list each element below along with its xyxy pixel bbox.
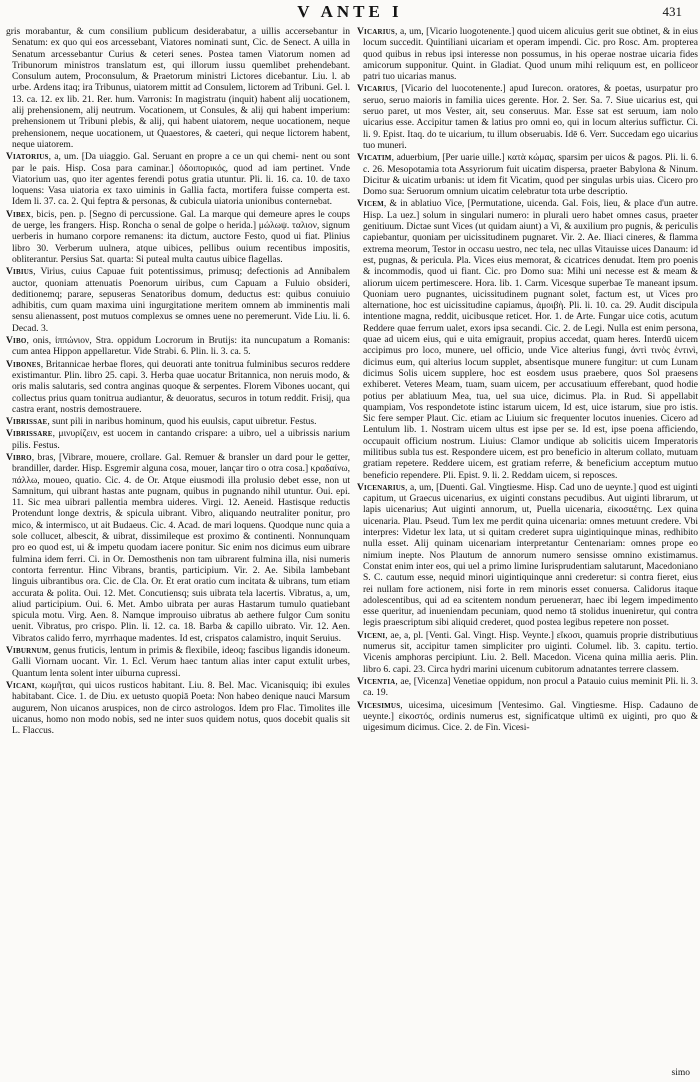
entry-text: , bicis, pen. p. [Segno di percussione. Gal. La marque qui demeure apres le coups de uerge, les frangers. Hisp. Roncha o senal de golpe o herida.] μώλωψ. ταλιον, signum uerberis in humano corpore remanens: ita dictum, auctore Festo, quod ui fiat. Plinius libro 30. Verberum uulnera, atque uibices, pellibus ouium recentibus impositis, obliterantur. Persius Sat. quarta: Si puteal multa cautus uibice flagellas. (12, 209, 350, 265)
entry-headword: Vicatim (357, 153, 392, 164)
entry-text: , sunt pili in naribus hominum, quod his euulsis, caput uibretur. Festus. (47, 417, 317, 428)
entry-text: , Virius, cuius Capuae fuit potentissimus, primusq; defectionis ad Annibalem auctor, quoniam attenuatis Poenorum uiribus, cum Capuam a Fuluio obsideri, deditionemq; parare, sepuseras Senatoribus domum, deductus est: quibus conuiuio adhibitis, cum quam maxima uini ingurgitatione meritem omnem ab imminentis mali sensu alienassent, post mutuos complexus se omnes uene no peremerunt. Vide Liu. li. 6. Decad. 3. (12, 267, 350, 334)
dictionary-entry (6, 360, 350, 416)
entry-text: , μινυρίζειν, est uocem in cantando crispare: a uibro, uel a uibrissis narium pilis. Festus. (12, 429, 350, 451)
entry-text: , onis, ἱππώνιον, Stra. oppidum Locrorum in Brutijs: ita nuncupatum a Romanis: cum antea Hippon appellaretur. Vide Strabi. 6. Plin. li. 3. ca. 5. (12, 336, 350, 358)
catchword: simo (671, 1068, 690, 1078)
right-column (357, 27, 698, 1072)
page-header (0, 2, 700, 26)
entry-headword: Viatorius (6, 152, 49, 163)
dictionary-entry (357, 701, 698, 735)
dictionary-entry (357, 199, 698, 481)
entry-text: , a, um. [Da uiaggio. Gal. Seruant en propre a ce un qui chemi- nent ou sont par le pais. Hisp. Cosa para caminar.] ὁδοιπορικός, quod ad iam pertinet. Vnde Viatorium uas, quo iter agentes ferendi potus gratia utuntur. Pli. li. 16. ca. 10. de taxo loquens: Vasa uiatoria ex taxo uiminis in Gallia facta, mortifera fuisse comperta est. Idem li. 37. ca. 2. Qui feptra & personas, & cubicula uiatoria unionibus conternebat. (12, 152, 350, 208)
dictionary-entry (357, 27, 698, 83)
dictionary-entry (6, 681, 350, 737)
entry-text: , uicesima, uicesimum [Ventesimo. Gal. Vingtiesme. Hisp. Cadauno de ueynte.] εἰκοστός, ordinis numerus est, significatque ultimū ex uiginti, pro quo & uigesimum dicimus. Cice. 2. de Fin. Vicesi- (363, 700, 698, 734)
entry-headword: Viceni (357, 630, 386, 641)
entry-headword: Vibius (6, 267, 34, 278)
entry-headword: Vibrissare (6, 429, 53, 440)
entry-headword: Vibro (6, 452, 32, 463)
entry-headword: Vibo (6, 336, 27, 347)
entry-text: , a, um, [Duenti. Gal. Vingtiesme. Hisp. Cad uno de ueynte.] quod est uiginti capitum, ut Graecus uicenarius, ex uiginti constans pecudibus. Aut uiginti librarum, ut lapis uicenarius; Aut uiginti annorum, ut, Puella uicenaria, εἰκοσαέτης. Lex quina uicenaria. Plau. Pseud. Tum lex me perdit quina uicenaria: omnes metuunt credere. Vbi interpres: Videtur lex lata, ut si quitam crederet supra uigintiquinque minas, redhibito nulla esset. Alij quinam uicenariam interpretantur Centenariam: omnes prope eo nimium inepte. Nos Plautum de annorum numero sensisse omnino existimamus. Constat enim inter eos, qui uel a primo limine Iurisprudentiam salutarunt, Macedoniano S. C. cautum esse, nequid minori uigintiquinque anni crederetur: si contra fieret, eius rei nullam fore actionem, nisi forte in rem minoris esset conuersa. Calidorus itaque adolescentibus, qui ad ea scitentem nondum perueneraт, haec ibi legem impedimento esse queritur, ad inueniendam pecuniam, quod nemo tā stolidus inueniretur, qui contra legis praescriptum sibi aliquid crederet, quod postea legibus repetere non posset. (363, 482, 698, 629)
entry-headword: Vicentia (357, 676, 396, 687)
entry-headword: Vibrissae (6, 417, 48, 428)
dictionary-entry (6, 152, 350, 208)
dictionary-entry (6, 210, 350, 266)
entry-text: , aduerbium, [Per uarie uille.] κατὰ κώμας, sparsim per uicos & pagos. Pli. li. 6. c. 26. Mesopotamia tota Assyriorum fuit uicatim dispersa, praeter Babylona & Ninum. Dicitur & uicatim urbanis: ut idem fit Vicatim, quod per singulas urbis uias. Cicero pro Domo sua: Seruorum omnium uicatim celebratur tota urbe descriptio. (363, 153, 698, 198)
entry-text: , & in ablatiuo Vice, [Permutatione, uicenda. Gal. Fois, lieu, & place d'un autre. Hisp. La uez.] solum in singulari numero: in plurali uero habet omnes casus, praeter genitiuum. Dictae sunt Vices (ut quidam aiunt) a Vi, & auxilium pro pugnis, & periculis capiebantur, quoniam per uicissitudinem pugnaret. Vir. 2. Ae. Iliaci cineres, & flamma extrema meorum, Testor in occasu uestro, nec tela, nec ullas Vitauisse uices Danaum: id est, pugnas, & pericula. Pla. Vices eius memorat, & cicatrices denudat. Item pro poenis & incommodis, quod ui fiant. Cic. pro Domo sua: Mihi uni necesse est & meam & aliorum uicem pertimescere. Hora. lib. 1. Carm. Vicesque superbae Te maneant ipsum. Quoniam uero pugnantes, uicissitudinem pugnant solet, factum est, ut Vices pro alternatione, hoc est uicissitudine capiamus, ἀμοιβὴ. Pli. li. 10. ca. 29. Audit discipula intentione magna, reddit, uicibusque reticet. Hor. 1. de Arte. Fungar uice cotis, acutum Reddere quae ferrum ualet, exors ipsa secandi. Cic. 2. de Legi. Nulla est enim persona, quae ad uicem eius, qui e uita emigrauit, propius accedat, quam heres. Interdū uicem accipimus pro loco, munere, uel officio, unde Vice alterius fungi, ἀντὶ τινὸς ἐντινὶ, dicimus eum, qui alterius locum supplet, absentisque munere fungitur: ut cum Lunam dicimus Solis uicem supplere, hoc est eosdem usus praebere, quos Sol praesens exhiberet. Veteres Meam, tuam, suam uicem, per accusatiuum efferebant, quod hodie potius per ablatiuum Mea, tua, uel sua uice, dicimus. Pla. in Rud. Si appellabit quampiam, Vos respondetote istinc istarum uicem, Id est, uice istarum, siue pro istis. Sic fere semper Plaut. Cic. etiam ac Liuium sic frequenter locutos inuenies. Cicero ad Lentulum lib. 1. Nostram uicem ultus est ipse per se. Id est, ipse poena afficiendo, occupauit officium nostrum. Liuius: Clamor undique ab solicitis uicem Imperatoris militibus subla tus est. Respondere uicem, est pro beneficio in alterum collato, mutuam gratiam repetere. Reddere uicem, est gratiam referre, & beneficium acceptum mutuo beneficio rependere. Pli. Epist. 9. li. 2. Reddam uicem, si reposces. (363, 199, 698, 481)
dictionary-entry (6, 429, 350, 452)
left-column (6, 27, 350, 1072)
entry-headword: Vibex (6, 209, 31, 220)
entry-text: , ae, [Vicenza] Venetiae oppidum, non procul a Patauio cuius meminit Pli. li. 3. ca. 19. (363, 676, 698, 699)
entry-headword: Vicesimus (357, 700, 401, 711)
dictionary-entry (6, 417, 350, 428)
entry-headword: Vicarius (357, 84, 396, 95)
entry-headword: Vicenarius (357, 482, 406, 493)
dictionary-entry (6, 267, 350, 335)
entry-text: , ae, a, pl. [Venti. Gal. Vingt. Hisp. Veynte.] εἴκοσι, quamuis proprie distributiuus numerus sit, accipitur tamen simpliciter pro uiginti. Columel. lib. 3. capitu. tertio. Vicenis amphoras percipiunt. Liu. 2. Bell. Macedon. Vicena quina millia aeris. Plin. libro 6. capi. 23. Circa hydri marini uicenum cubitorum adnatantes terrere classem. (363, 630, 698, 675)
dictionary-entry (6, 646, 350, 680)
page-number: 431 (662, 4, 682, 19)
entry-text: , Britannicae herbae flores, qui deuorati ante tonitrua fulminibus securos reddere existimantur. Plin. libro 25. capi. 3. Herba quae uocatur Britannica, non neruis modo, & oris malis salutaris, sed contra anginas quoque & serpentes. Florem Vibones uocant, qui collectus prius quam tonitrua audiantur, & deuoratus, securos in totum reddit. Frisij, qua castra erant, nostris demostrauere. (12, 359, 350, 415)
dictionary-entry (357, 631, 698, 676)
entry-headword: Viburnum (6, 646, 49, 657)
entry-headword: Vicani (6, 680, 35, 691)
entry-text: , genus fruticis, lentum in primis & flexibile, ideoq; fascibus ligandis idoneum. Galli Viornam uocant. Vir. 1. Ecl. Verum haec tantum alias inter caput extulit urbes, Quantum lenta solent inter uiburna cupressi. (12, 646, 350, 679)
entry-headword: Vicarius (357, 27, 396, 37)
running-head: V ANTE I (297, 2, 403, 21)
entry-headword: Vicem (357, 199, 384, 210)
entry-text: , κωμῆται, qui uicos rusticos habitant. Liu. 8. Bel. Mac. Vicanisquiq; ibi exules habitabant. Cice. 1. de Diu. ex uetusto quopiā Poeta: Non habeo denique nauci Marsum augurem, Non uicanos aruspices, non de circo astrologos. Idem pro Flac. Timolites ille uicanus, homo non modo nobis, sed ne inter suos quidem notus, quos docebit qualis sit L. Flaccus. (12, 680, 350, 737)
dictionary-entry (357, 483, 698, 630)
entry-text: , a, um, [Vicario luogotenente.] quod uicem alicuius gerit sue obtinet, & in eius locum succedit. Quintiliani uicariam et operam impendi. Cic. pro Rosc. Am. propterea quod quibus in rebus ipsi interesse non possumus, in his operae nostrae uicaria fides amicorum supponitur. Quint. in Gladiat. Quod unum mihi reliquum est, en polliceor patri tuo uicarias manus. (363, 27, 698, 83)
dictionary-entry (357, 677, 698, 700)
dictionary-entry (6, 336, 350, 359)
dictionary-entry (6, 27, 350, 151)
dictionary-entry (6, 453, 350, 645)
entry-text: , bras, [Vibrare, mouere, crollare. Gal. Remuer & bransler un dard pour le getter, brandiller, darder. Hisp. Esgremir alguna cosa, mouer, lançar tiro o otra cosa.] κραδαίνω, πάλλω, moueo, quatio. Cic. 4. de Or. Atque eiusmodi illa prolusio debet esse, non ut Samnitum, qui uibrant hastas ante pugnam, quibus in pugnando nihil utuntur. Oui. epi. 11. Sic mea uibrari pallentia membra uideres. Virgi. 12. Aeneid. Hastisque reductis Protendunt longe dextris, & spicula uibrant. Vibro, aliquando neutraliter ponitur, pro mico, & intermisco, ut ait Budaeus. Cic. 4. Acad. de mari loquens. Quodque nunc quia a sole collucet, albescit, & uibrat, dissimileque est proximo & continenti. Nonnunquam pro eo quod est, ui & impetu quodam iacere ponitur. Sic enim nos dicimus eum uibrare fulmina idem ferri. Ci. in Or. Demosthenis non tam uibrarent fulmina illa, nisi numeris contorta ferrentur. Hinc Vibrans, brantis, participium. Vir. 2. Ae. Sibila lambebant linguis uibrantibus ora. Cic. de Cla. Or. Et erat oratio cum incitata & uibrans, tum etiam accurata & polita. Oui. 12. Met. Concutiensq; suis uibrata tela lacertis. Vibratus, a, um, aliud participium. Oui. 6. Met. Ambo uibrata per auras Hastarum tumulo quatiebant spicula motu. Virg. Aen. 8. Namque improuiso uibratus ab aethere fulgor Cum sonitu uenit. Vibratus, pro crispo. Plin. li. 12. ca. 18. Barba & capillo uibrato. Vir. 12. Aen. Vibratos calido ferro, myrrhaque madentes. Id est, crispatos calamistro, inquit Seruius. (12, 452, 350, 644)
entry-text: gris morabantur, & cum consilium publicum desiderabatur, a uillis accersebantur in Senatum: ex quo qui eos arcessebant, Viatores nominati sunt, Cic. de Senect. A uilla in Senatum arcessebantur Curius & ceteri senes. Postea tamen Viatorum nomen ad Tribunorum ministros translatum est, qui illorum iussu quemlibet prehendebant. Consulum autem, Proconsulum, & Praetorum ministri Lictores dicebantur. Liu. l. ab urbe. Ardens itaq; ira Tribunus, uiatorem mittit ad Consulem, lictorem ad Tribuni. Gel. l. 13. ca. 12. ex lib. 21. Rer. hum. Varronis: In magistratu (inquit) habent alij uocationem, alij prehensionem, alij neutrum. Vocationem, ut Consules, & alij qui habent imperium: prehensionem ut Tribuni plebis, & alij, qui habent uiatorem, neque uocationem, neque prehensionem, neque uocationem, ut Quaestores, & caeteri, qui neque lictorem habent, neque uiatorem. (6, 27, 350, 150)
dictionary-entry (357, 84, 698, 152)
dictionary-entry (357, 153, 698, 198)
entry-headword: Vibones (6, 359, 41, 370)
entry-text: , [Vicario del luocotenente.] apud Iurecon. oratores, & poetas, usurpatur pro seruo, seruo maioris in familia uices gerente. Hor. 2. Ser. Sa. 7. Siue uicarius est, qui seruo paret, ut mos Vester, ait, seu conseruus. Mar. Esse sat est seruum, iam nolo uicarius esse. Accipitur tamen & latius pro omni eo, qui in locum alterius suffictur. Ci. li. 9. Epist. Itaq. do te uicarium, tu illum obseruabis. Idē 6. Verr. Succedam ego uicarius tuo muneri. (363, 84, 698, 151)
